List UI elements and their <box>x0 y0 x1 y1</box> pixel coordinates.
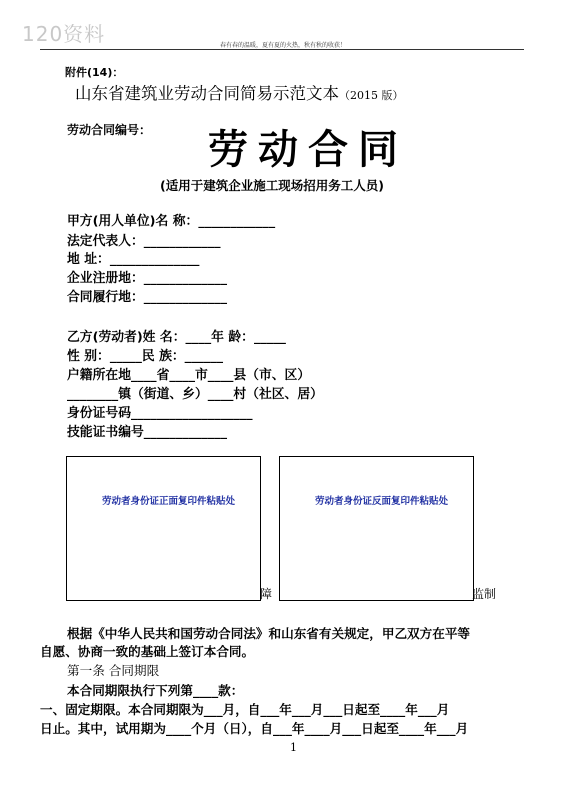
article-1-line-2: 一、固定期限。本合同期限为___月，自___年___月___日起至____年___月 <box>40 702 450 717</box>
party-a-name-field: 甲方(用人单位)名 称：____________ <box>67 214 276 229</box>
party-b-skill-cert-field: 技能证书编号_____________ <box>67 425 227 440</box>
watermark: 120资料 <box>22 22 106 46</box>
document-subtitle <box>75 80 404 104</box>
main-title: 劳动合同 <box>208 127 408 173</box>
party-b-id-number-field: 身份证号码___________________ <box>67 406 253 421</box>
party-a-perform-place-field: 合同履行地：_____________ <box>67 290 227 305</box>
intro-paragraph-line-1: 根据《中华人民共和国劳动合同法》和山东省有关规定，甲乙双方在平等 <box>67 626 470 641</box>
contract-number-label: 劳动合同编号： <box>67 123 152 137</box>
intro-paragraph-line-2: 自愿、协商一致的基础上签订本合同。 <box>40 644 255 659</box>
overlap-fragment-right: 监制 <box>472 587 497 601</box>
header-divider <box>40 49 524 50</box>
id-front-paste-label: 劳动者身份证正面复印件粘贴处 <box>102 496 236 507</box>
applicable-scope: (适用于建筑企业施工现场招用务工人员) <box>160 178 384 193</box>
overlap-fragment-left: 障 <box>260 587 273 601</box>
document-subtitle-text: 山东省建筑业劳动合同简易示范文本 <box>75 84 339 103</box>
party-b-name-age-field: 乙方(劳动者)姓 名：____年 龄：_____ <box>67 330 286 345</box>
party-a-reg-place-field: 企业注册地：_____________ <box>67 271 227 286</box>
id-back-paste-box <box>279 456 474 601</box>
page-number: 1 <box>290 741 297 754</box>
article-1-line-3: 日止。其中，试用期为____个月（日），自___年____月___日起至____年___月 <box>40 721 469 736</box>
party-a-address-field: 地 址：______________ <box>67 252 200 267</box>
article-1-line-1: 本合同期限执行下列第____款： <box>67 683 244 698</box>
edition-label: （2015 版） <box>339 89 404 102</box>
id-back-paste-label: 劳动者身份证反面复印件粘贴处 <box>315 496 449 507</box>
party-b-gender-ethnicity-field: 性 别：_____民 族：______ <box>67 349 224 364</box>
id-front-paste-box <box>66 456 261 601</box>
annex-label: 附件(14)： <box>65 66 124 79</box>
party-b-residence-field: 户籍所在地____省____市____县（市、区） <box>67 368 311 383</box>
article-1-heading: 第一条 合同期限 <box>67 663 160 678</box>
party-b-township-field: ________镇（街道、乡）____村（社区、居） <box>67 387 323 402</box>
header-motto: 春有春的温暖，夏有夏的火热，秋有秋的收获！ <box>220 42 347 49</box>
party-a-legal-rep-field: 法定代表人：____________ <box>67 234 221 249</box>
